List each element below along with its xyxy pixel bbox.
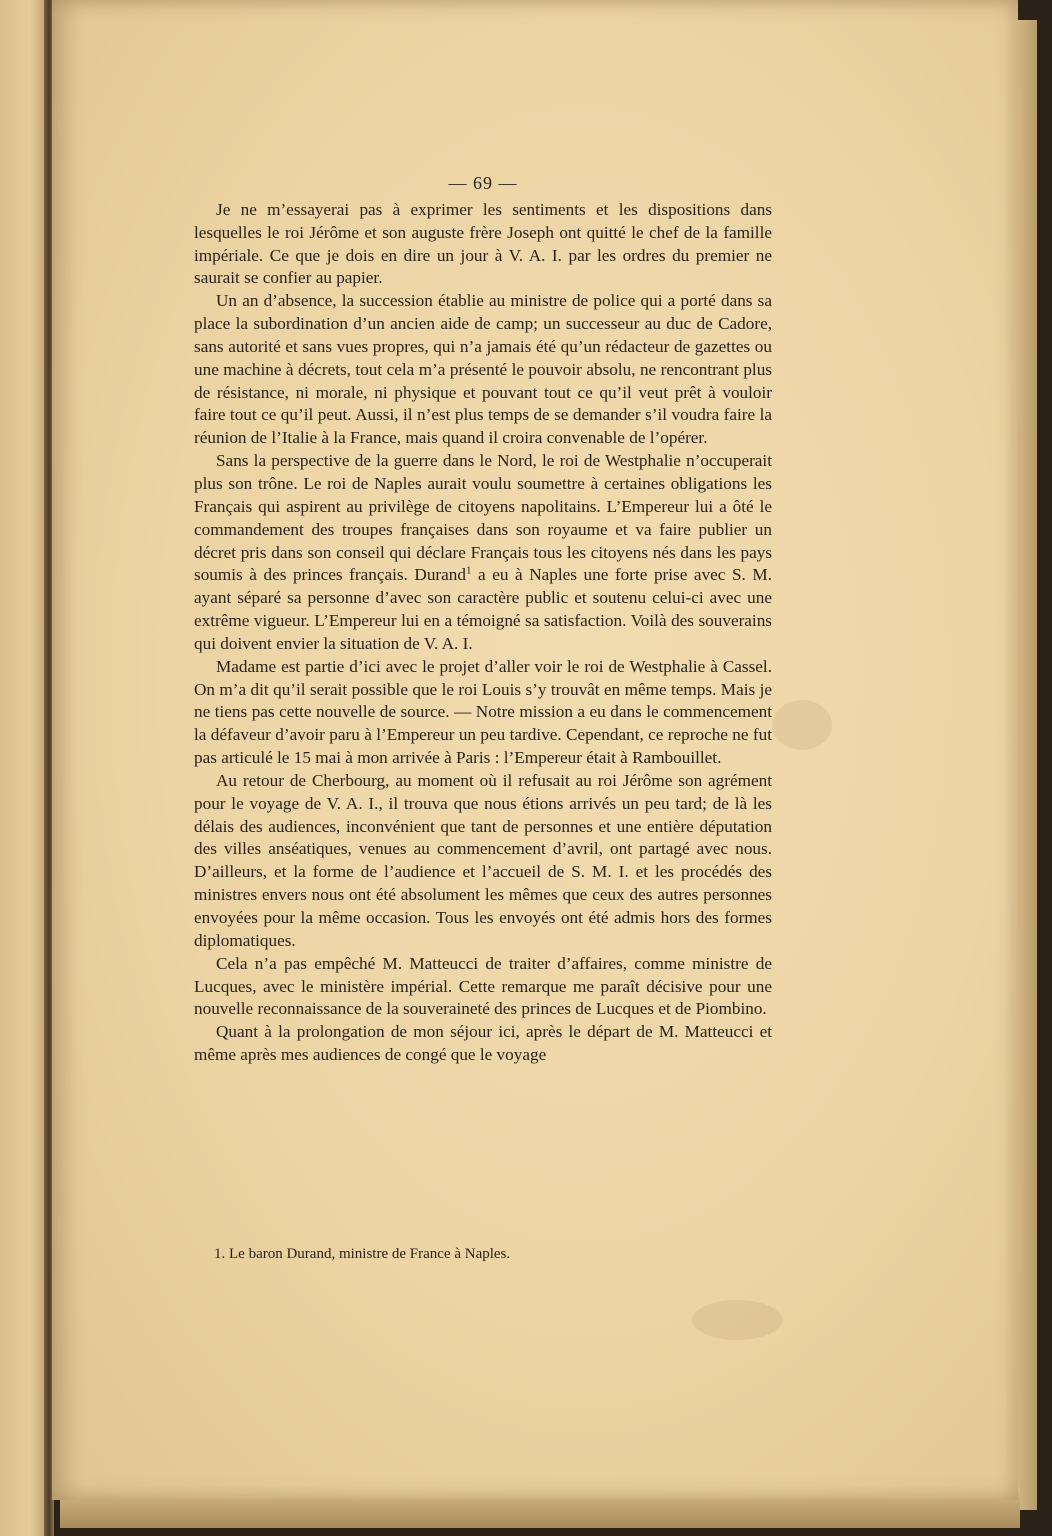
paper-stain <box>692 1300 782 1340</box>
paper-stain <box>772 700 832 750</box>
paragraph: Cela n’a pas empêché M. Matteucci de traiter d’affaires, comme ministre de Lucques, avec le ministère impérial. Cette remarque me paraît décisive pour une nouvelle reconnaissance de la souveraineté des princes de Lucques et de Piombino. <box>194 953 772 1019</box>
footnote: 1. Le baron Durand, ministre de France à Naples. <box>214 1246 511 1262</box>
page-body <box>194 172 772 1067</box>
page-number: — 69 — <box>448 173 518 193</box>
paragraph: Je ne m’essayerai pas à exprimer les sentiments et les dispositions dans lesquelles le roi Jérôme et son auguste frère Joseph ont quitté le chef de la famille impériale. Ce que je dois en dire un jour à V. A. I. par les ordres du premier ne saurait se confier au papier. <box>194 199 772 288</box>
paragraph: Quant à la prolongation de mon séjour ici, après le départ de M. Matteucci et même après mes audiences de congé que le voyage <box>194 1022 772 1065</box>
paragraph: Un an d’absence, la succession établie au ministre de police qui a porté dans sa place la subordination d’un ancien aide de camp; un successeur au duc de Cadore, sans autorité et sans vues propres, qui n’a jamais été qu’un rédacteur de gazettes ou une machine à décrets, tout cela m’a présenté le pouvoir absolu, ne rencontrant plus de résistance, ni morale, ni physique et pouvant tout ce qu’il veut prêt à vouloir faire tout ce qu’il peut. Aussi, il n’est plus temps de se demander s’il voudra faire la réunion de l’Italie à la France, mais quand il croira convenable de l’opérer. <box>194 291 772 448</box>
page-stack-right-edge <box>1015 20 1037 1510</box>
paragraph: Madame est partie d’ici avec le projet d’aller voir le roi de Westphalie à Cassel. On m’a dit qu’il serait possible que le roi Louis s’y trouvât en même temps. Mais je ne tiens pas cette nouvelle de source. — Notre mission a eu dans le commencement la défaveur d’avoir paru à l’Empereur un peu tardive. Cependant, ce reproche ne fut pas articulé le 15 mai à mon arrivée à Paris : l’Empereur était à Rambouillet. <box>194 656 772 768</box>
left-page-edge <box>0 0 50 1536</box>
paragraph <box>194 450 772 656</box>
paragraph-text: Sans la perspective de la guerre dans le Nord, le roi de Westphalie n’occuperait plus son trône. Le roi de Naples aurait voulu soumettre à certaines obligations les Français qui aspirent au privilège de citoyens napolitains. L’Empereur lui a ôté le commandement des troupes françaises dans son royaume et va faire publier un décret pris dans son conseil qui déclare Français tous les citoyens nés dans les pays soumis à des princes français. Durand <box>194 451 772 585</box>
paragraph: Au retour de Cherbourg, au moment où il refusait au roi Jérôme son agrément pour le voyage de V. A. I., il trouva que nous étions arrivés un peu tard; de là les délais des audiences, inconvénient que tant de personnes et une entière députation des villes anséatiques, venues au commencement d’avril, ont partagé avec nous. D’ailleurs, et la forme de l’audience et l’accueil de S. M. I. et les procédés des ministres envers nous ont été absolument les mêmes que ceux des autres personnes envoyées pour la même occasion. Tous les envoyés ont été admis hors des formes diplomatiques. <box>194 770 772 950</box>
footnote-marker: 1 <box>465 564 472 577</box>
paragraph-text: a eu à Naples une forte prise avec S. M. ayant séparé sa personne d’avec son caractère public et soutenu celui-ci avec une extrême vigueur. L’Empereur lui en a témoigné sa satisfaction. Voilà des souverains qui doivent envier la situation de V. A. I. <box>194 565 772 653</box>
